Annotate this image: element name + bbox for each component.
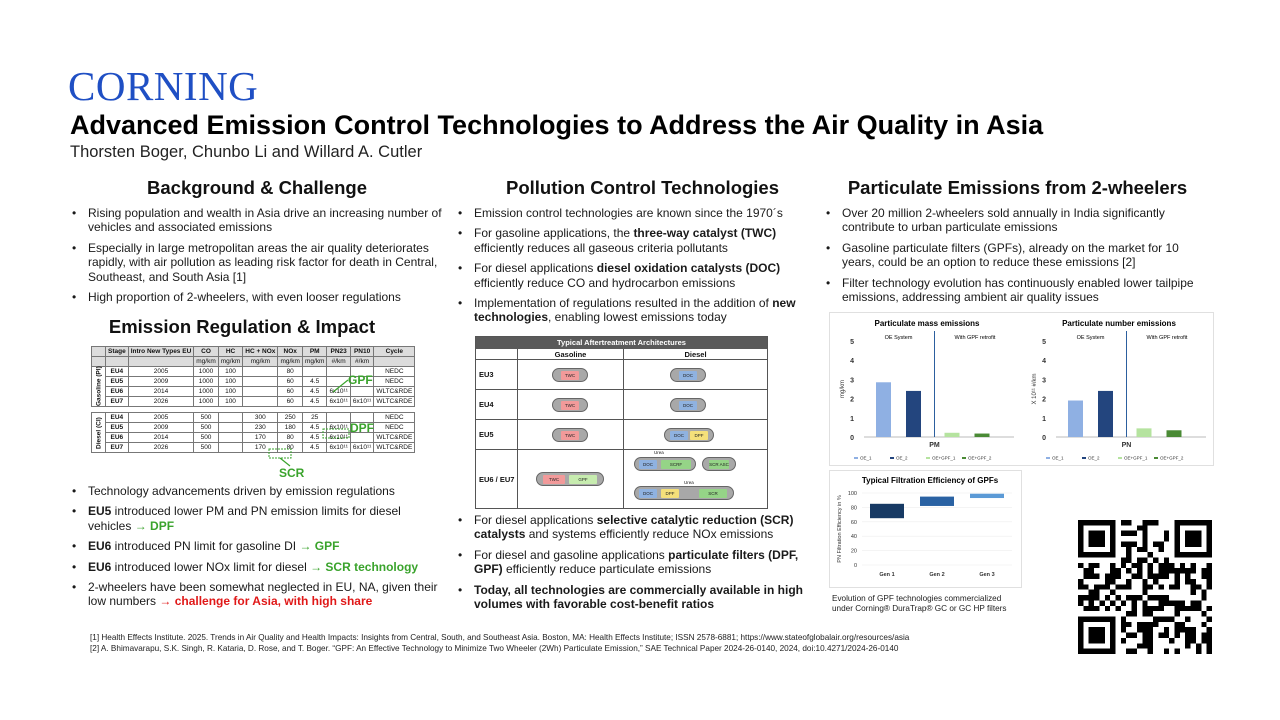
legend-label: OE_2 <box>896 455 908 461</box>
bullet: • Today, all technologies are commercially available in high volumes with favorable cost-benefit ratios <box>456 583 806 612</box>
dpf-block: DPF <box>690 431 708 440</box>
chart-title: Particulate mass emissions <box>874 319 980 328</box>
x-tick-label: Gen 2 <box>929 572 945 578</box>
reg-col-header: HC <box>218 347 243 357</box>
x-axis-label: PN <box>1121 442 1132 449</box>
urea-label: Urea <box>654 450 664 455</box>
emissions-charts <box>829 312 1214 466</box>
reg-cell: EU7 <box>106 397 129 407</box>
reg-cell: 1000 <box>194 367 219 377</box>
range-bar-Gen 2 <box>920 497 954 506</box>
region-label: OE System <box>884 335 913 341</box>
reg-cell: 300 <box>243 413 278 423</box>
reg-col-header: PN23 <box>327 347 350 357</box>
bullet: • EU6 introduced PN limit for gasoline DI → GPF <box>70 539 445 553</box>
pollution-title: Pollution Control Technologies <box>505 177 780 198</box>
reg-col-header: Stage <box>106 347 129 357</box>
dpf-box <box>323 429 349 438</box>
x-tick-label: Gen 3 <box>979 572 995 578</box>
bullet: • For gasoline applications, the three-way catalyst (TWC) efficiently reduces all gaseous criteria pollutants <box>456 226 806 255</box>
legend-label: OE_2 <box>1088 455 1100 461</box>
chart-title: Particulate number emissions <box>1062 319 1176 328</box>
reg-cell: EU6 <box>106 433 129 443</box>
reg-cell: EU7 <box>106 443 129 453</box>
reg-cell: WLTC&RDE <box>374 443 415 453</box>
background-title: Background & Challenge <box>147 177 367 198</box>
bar-OE+GPF_2 <box>975 434 990 437</box>
arch-row-eu5: EU5 TWC DOC DPF <box>476 420 767 450</box>
bullet: • Especially in large metropolitan areas the air quality deteriorates rapidly, with air pollution as leading risk factor for death in Central, Southeast, and South Asia [1] <box>70 241 445 284</box>
reference-2: [2] A. Bhimavarapu, S.K. Singh, R. Kataria, D. Rose, and T. Boger. “GPF: An Effective Technology to Minimize Two Wheeler (2Wh) Particulate Emission,” SAE Technical Paper 2024-26-0140, 2024, doi:10.4271/2024-26-0140 <box>90 643 899 653</box>
y-tick-label: 80 <box>850 505 857 512</box>
reg-cell: EU4 <box>106 367 129 377</box>
background-bullets <box>70 206 445 310</box>
reg-cell: 2009 <box>128 423 194 433</box>
bar-OE+GPF_1 <box>945 433 960 437</box>
particulate-title: Particulate Emissions from 2-wheelers <box>847 177 1188 198</box>
pollution-bullets <box>456 206 806 331</box>
reg-cell: 250 <box>278 413 303 423</box>
legend-swatch <box>926 457 930 459</box>
reg-cell: 170 <box>243 443 278 453</box>
efficiency-chart <box>830 471 1023 589</box>
bullet: • EU5 introduced lower PM and PN emission limits for diesel vehicles → DPF <box>70 504 445 533</box>
legend-label: OE+GPF_2 <box>1160 455 1184 461</box>
bar-OE_2 <box>906 391 921 437</box>
y-tick-label: 2 <box>850 396 854 404</box>
corning-logo: CORNING <box>68 63 259 109</box>
reg-cell <box>243 367 278 377</box>
legend-swatch <box>1082 457 1086 459</box>
reg-cell: 230 <box>243 423 278 433</box>
reg-unit <box>128 357 194 367</box>
reg-cell: 1000 <box>194 397 219 407</box>
efficiency-chart-box <box>829 470 1022 588</box>
reg-cell: 2026 <box>128 397 194 407</box>
bullet: • Rising population and wealth in Asia drive an increasing number of vehicles and associated emissions <box>70 206 445 235</box>
reg-unit: mg/km <box>278 357 303 367</box>
doc-block: DOC <box>670 431 688 440</box>
reg-unit: mg/km <box>194 357 219 367</box>
reg-cell: 80 <box>278 443 303 453</box>
reg-cell: 4.5 <box>302 387 327 397</box>
reg-cell: 6x10¹¹ <box>327 443 350 453</box>
y-tick-label: 5 <box>1042 339 1046 346</box>
bar-OE_2 <box>1098 391 1113 437</box>
reg-cell: NEDC <box>374 423 415 433</box>
reg-cell: 500 <box>194 433 219 443</box>
reg-cell: 60 <box>278 397 303 407</box>
doc-block: DOC <box>639 489 657 498</box>
reg-cell: 25 <box>302 413 327 423</box>
reg-cell: 100 <box>218 397 243 407</box>
reg-cell: EU4 <box>106 413 129 423</box>
reg-cell: 2009 <box>128 377 194 387</box>
legend-label: OE_1 <box>1052 455 1064 461</box>
bar-OE+GPF_1 <box>1137 428 1152 437</box>
scrf-block: SCRF <box>661 460 691 469</box>
qr-code[interactable] <box>1078 520 1212 654</box>
pn-chart <box>1024 315 1214 465</box>
twc-block: TWC <box>543 475 565 484</box>
bullet: • Gasoline particulate filters (GPFs), already on the market for 10 years, could be an option to reduce these emissions [2] <box>824 241 1214 270</box>
reg-cell: 1000 <box>194 377 219 387</box>
reg-cell: 100 <box>218 377 243 387</box>
reg-cell: 60 <box>278 377 303 387</box>
reg-cell: 170 <box>243 433 278 443</box>
reg-cell <box>327 367 350 377</box>
bullet: • For diesel applications diesel oxidation catalysts (DOC) efficiently reduce CO and hydrocarbon emissions <box>456 261 806 290</box>
bullet: • Emission control technologies are known since the 1970´s <box>456 206 806 220</box>
reg-cell: WLTC&RDE <box>374 387 415 397</box>
twc-block: TWC <box>561 371 579 380</box>
reg-col-header: PM <box>302 347 327 357</box>
y-tick-label: 1 <box>1042 415 1046 423</box>
reg-cell: 4.5 <box>302 443 327 453</box>
architecture-title: Typical Aftertreatment Architectures <box>476 337 767 349</box>
reg-unit: mg/km <box>243 357 278 367</box>
doc-block: DOC <box>679 371 697 380</box>
legend-swatch <box>962 457 966 459</box>
asc-block: SCR ASC <box>709 462 729 467</box>
x-tick-label: Gen 1 <box>879 572 895 578</box>
reg-cell: 4.5 <box>302 433 327 443</box>
reg-unit: #/km <box>350 357 373 367</box>
reg-col-header: Cycle <box>374 347 415 357</box>
reg-cell: 1000 <box>194 387 219 397</box>
reg-cell: 2005 <box>128 413 194 423</box>
y-axis-label: X 10¹¹ #/km <box>1032 373 1038 405</box>
scr-annotation: SCR <box>279 466 305 480</box>
urea-label: Urea <box>684 480 694 485</box>
scr-box <box>269 449 291 458</box>
y-axis-label: mg/km <box>840 380 846 398</box>
reg-col-header: NOx <box>278 347 303 357</box>
reg-cell: 6x10¹¹ <box>350 397 373 407</box>
arch-row-eu6-eu7: EU6 / EU7 TWC GPF Urea DOC SCRF SCR ASC Urea DOC DPF SCR <box>476 450 767 508</box>
reg-cell: NEDC <box>374 367 415 377</box>
bar-OE_1 <box>876 382 891 437</box>
legend-swatch <box>1154 457 1158 459</box>
bullet: • High proportion of 2-wheelers, with even looser regulations <box>70 290 445 304</box>
reg-col-header: PN10 <box>350 347 373 357</box>
reg-unit: #/km <box>327 357 350 367</box>
arch-row-eu3: EU3 TWC DOC <box>476 360 767 390</box>
bullet: • For diesel applications selective catalytic reduction (SCR) catalysts and systems efficiently reduce NOx emissions <box>456 513 806 542</box>
legend-label: OE+GPF_1 <box>932 455 956 461</box>
diesel-header: Diesel <box>684 350 707 359</box>
range-bar-Gen 3 <box>970 494 1004 498</box>
gpf-arrow <box>333 380 348 392</box>
bullet: • Filter technology evolution has continuously enabled lower tailpipe emissions, addressing ambient air quality issues <box>824 276 1214 305</box>
y-tick-label: 20 <box>850 548 857 555</box>
region-label: With GPF retrofit <box>954 335 996 341</box>
twc-block: TWC <box>561 431 579 440</box>
reg-cell: 180 <box>278 423 303 433</box>
reg-cell: 2005 <box>128 367 194 377</box>
reg-cell: NEDC <box>374 413 415 423</box>
reference-1: [1] Health Effects Institute. 2025. Trends in Air Quality and Health Impacts: Insights from Central, South, and Southeast Asia. Boston, MA: Health Effects Institute; ISSN 2578-6881; https://www.stateofglobalair.org/resources/asia <box>90 633 910 642</box>
reg-group-label: Diesel (CI) <box>92 413 106 453</box>
legend-label: OE+GPF_1 <box>1124 455 1148 461</box>
arch-row-eu4: EU4 TWC DOC <box>476 390 767 420</box>
reg-cell: 500 <box>194 423 219 433</box>
dpf-block: DPF <box>661 489 679 498</box>
reg-cell: 100 <box>218 367 243 377</box>
pollution-bullets-2 <box>456 513 806 617</box>
particulate-bullets <box>824 206 1214 310</box>
gpf-block: GPF <box>569 475 597 484</box>
doc-block: DOC <box>639 460 657 469</box>
reg-cell: 500 <box>194 443 219 453</box>
legend-swatch <box>1118 457 1122 459</box>
y-tick-label: 2 <box>1042 396 1046 404</box>
scr-arrow <box>280 458 290 466</box>
reg-cell <box>302 367 327 377</box>
y-tick-label: 0 <box>853 563 857 569</box>
regulation-title: Emission Regulation & Impact <box>108 316 376 337</box>
reg-cell: 2026 <box>128 443 194 453</box>
dpf-annotation: DPF <box>350 421 374 435</box>
references <box>90 633 909 654</box>
reg-cell: NEDC <box>374 377 415 387</box>
reg-col-header: CO <box>194 347 219 357</box>
bullet: • For diesel and gasoline applications particulate filters (DPF, GPF) efficiently reduce particulate emissions <box>456 548 806 577</box>
y-tick-label: 4 <box>1042 358 1046 366</box>
bar-OE_1 <box>1068 401 1083 437</box>
reg-unit <box>374 357 415 367</box>
y-tick-label: 4 <box>850 358 854 366</box>
reg-unit: mg/km <box>302 357 327 367</box>
y-tick-label: 100 <box>847 491 857 497</box>
reg-unit: mg/km <box>218 357 243 367</box>
legend-swatch <box>854 457 858 459</box>
reg-cell: EU5 <box>106 377 129 387</box>
legend-swatch <box>1046 457 1050 459</box>
reg-col-header: Intro New Types EU <box>128 347 194 357</box>
bar-OE+GPF_2 <box>1167 430 1182 437</box>
bullet: • Technology advancements driven by emission regulations <box>70 484 445 498</box>
region-label: OE System <box>1076 335 1105 341</box>
reg-cell: 500 <box>194 413 219 423</box>
reg-cell: 2014 <box>128 433 194 443</box>
reg-cell: 6x10¹¹ <box>327 387 350 397</box>
y-tick-label: 0 <box>850 435 854 442</box>
legend-label: OE+GPF_2 <box>968 455 992 461</box>
bullet: • EU6 introduced lower NOx limit for diesel → SCR technology <box>70 560 445 574</box>
reg-cell: 80 <box>278 367 303 377</box>
range-bar-Gen 1 <box>870 504 904 518</box>
y-axis-label: PN Filtration Efficiency in % <box>837 495 843 563</box>
gpf-annotation: GPF <box>348 373 373 387</box>
bullet: • 2-wheelers have been somewhat neglected in EU, NA, given their low numbers → challenge for Asia, with high share <box>70 580 445 609</box>
authors: Thorsten Boger, Chunbo Li and Willard A. Cutler <box>70 143 423 161</box>
reg-cell: EU6 <box>106 387 129 397</box>
reg-cell: 4.5 <box>302 397 327 407</box>
reg-cell: 80 <box>278 433 303 443</box>
legend-swatch <box>890 457 894 459</box>
reg-cell: 6x10¹¹ <box>327 397 350 407</box>
reg-cell: 6x10¹¹ <box>327 433 350 443</box>
reg-cell: 4.5 <box>302 423 327 433</box>
y-tick-label: 5 <box>850 339 854 346</box>
reg-unit <box>106 357 129 367</box>
reg-cell: 6x10¹¹ <box>327 423 350 433</box>
y-tick-label: 3 <box>1042 377 1046 385</box>
region-label: With GPF retrofit <box>1146 335 1188 341</box>
y-tick-label: 3 <box>850 377 854 385</box>
legend-label: OE_1 <box>860 455 872 461</box>
reg-cell: WLTC&RDE <box>374 433 415 443</box>
scr-block: SCR <box>699 489 727 498</box>
y-tick-label: 0 <box>1042 435 1046 442</box>
reg-cell: WLTC&RDE <box>374 397 415 407</box>
reg-cell: EU5 <box>106 423 129 433</box>
y-tick-label: 1 <box>850 415 854 423</box>
twc-block: TWC <box>561 401 579 410</box>
gasoline-header: Gasoline <box>518 349 624 359</box>
pm-chart <box>832 315 1022 465</box>
reg-cell: 6x10¹¹ <box>350 443 373 453</box>
bullet: • Over 20 million 2-wheelers sold annually in India significantly contribute to urban particulate emissions <box>824 206 1214 235</box>
architecture-table <box>475 336 768 509</box>
reg-cell: 60 <box>278 387 303 397</box>
regulation-bullets <box>70 484 445 615</box>
y-tick-label: 40 <box>850 534 857 541</box>
reg-cell: 4.5 <box>302 377 327 387</box>
chart-title: Typical Filtration Efficiency of GPFs <box>861 476 999 485</box>
y-tick-label: 60 <box>850 519 857 526</box>
doc-block: DOC <box>679 401 697 410</box>
reg-cell: 100 <box>218 387 243 397</box>
reg-col-header: HC + NOx <box>243 347 278 357</box>
poster-title: Advanced Emission Control Technologies to Address the Air Quality in Asia <box>70 110 1044 140</box>
chart-caption: Evolution of GPF technologies commercialized under Corning® DuraTrap® GC or GC HP filters <box>832 594 1007 613</box>
x-axis-label: PM <box>929 442 940 449</box>
reg-cell: 2014 <box>128 387 194 397</box>
reg-group-label: Gasoline (PI) <box>92 367 106 407</box>
annotation-arrows <box>240 380 420 480</box>
bullet: • Implementation of regulations resulted in the addition of new technologies, enabling lowest emissions today <box>456 296 806 325</box>
